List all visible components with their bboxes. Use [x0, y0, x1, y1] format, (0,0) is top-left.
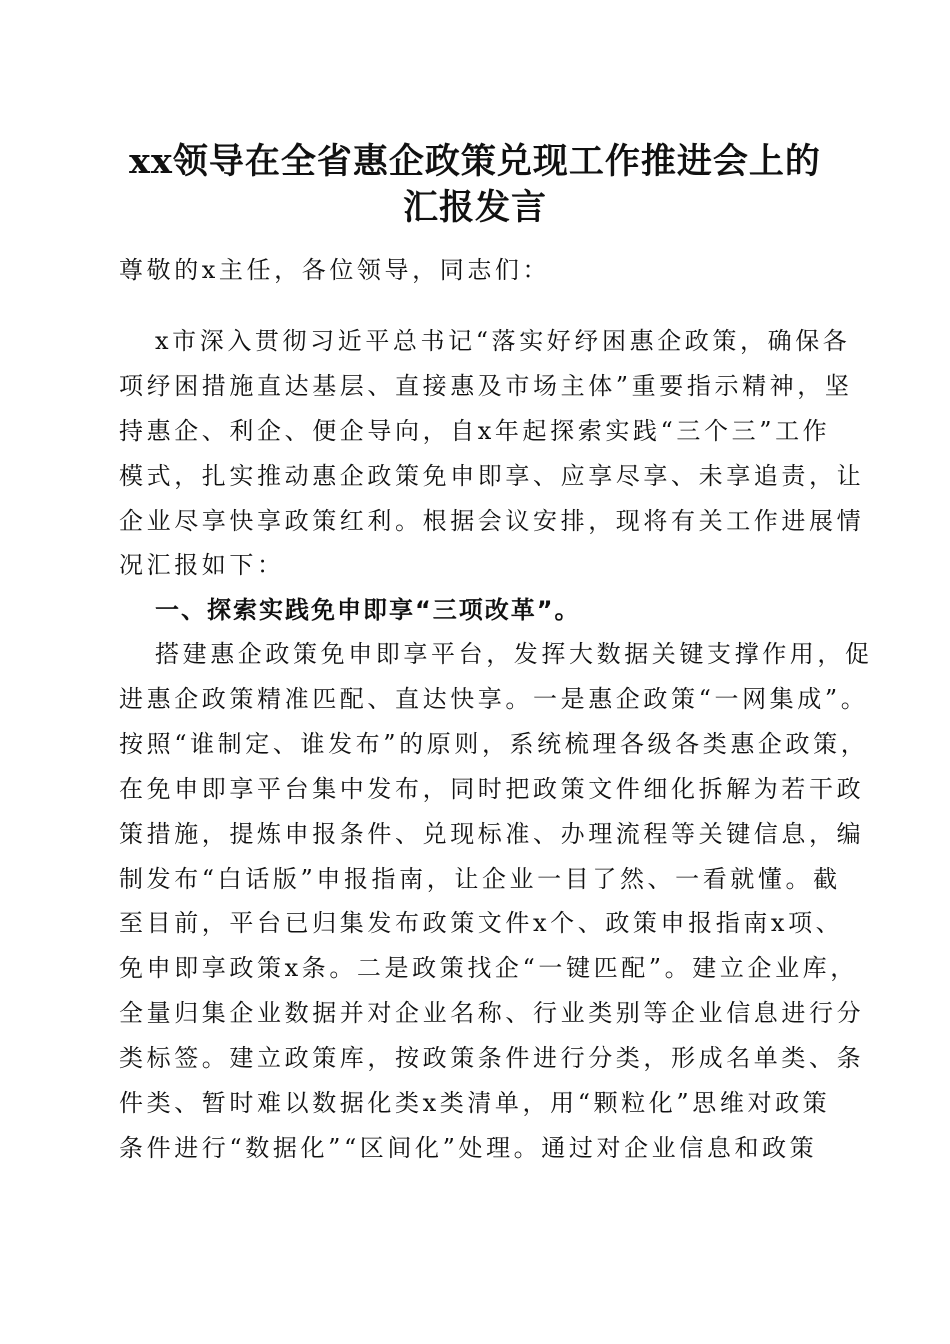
paragraph-line: 模式，扎实推动惠企政策免申即享、应享尽享、未享追责，让 — [119, 462, 865, 490]
salutation: 尊敬的x主任，各位领导，同志们： — [119, 256, 551, 284]
paragraph-line: 在免申即享平台集中发布，同时把政策文件细化拆解为若干政 — [119, 775, 865, 803]
section-heading: 一、探索实践免申即享“三项改革”。 — [155, 596, 581, 624]
paragraph-line: 制发布“白话版”申报指南，让企业一目了然、一看就懂。截 — [119, 865, 841, 893]
paragraph-line: 企业尽享快享政策红利。根据会议安排，现将有关工作进展情 — [119, 507, 865, 535]
document-title-line-2: 汇报发言 — [402, 187, 547, 228]
paragraph-line: 全量归集企业数据并对企业名称、行业类别等企业信息进行分 — [119, 999, 865, 1027]
paragraph-line: 策措施，提炼申报条件、兑现标准、办理流程等关键信息，编 — [119, 820, 865, 848]
paragraph-line: 类标签。建立政策库，按政策条件进行分类，形成名单类、条 — [119, 1044, 865, 1072]
paragraph-line: 持惠企、利企、便企导向，自x年起探索实践“三个三”工作 — [119, 417, 831, 445]
paragraph-line: 至目前，平台已归集发布政策文件x个、政策申报指南x项、 — [119, 909, 844, 937]
paragraph-line: 条件进行“数据化”“区间化”处理。通过对企业信息和政策 — [119, 1134, 818, 1162]
paragraph-line: 免申即享政策x条。二是政策找企“一键匹配”。建立企业库， — [119, 954, 858, 982]
paragraph-line: x市深入贯彻习近平总书记“落实好纾困惠企政策，确保各 — [155, 327, 851, 355]
document-title-line-1: xx领导在全省惠企政策兑现工作推进会上的 — [129, 141, 821, 182]
paragraph-line: 按照“谁制定、谁发布”的原则，系统梳理各级各类惠企政策， — [119, 730, 869, 758]
paragraph-line: 进惠企政策精准匹配、直达快享。一是惠企政策“一网集成”。 — [119, 685, 869, 713]
paragraph-line: 况汇报如下： — [119, 551, 285, 579]
paragraph-line: 搭建惠企政策免申即享平台，发挥大数据关键支撑作用，促 — [155, 640, 873, 668]
paragraph-line: 件类、暂时难以数据化类x类清单，用“颗粒化”思维对政策 — [119, 1089, 831, 1117]
paragraph-line: 项纾困措施直达基层、直接惠及市场主体”重要指示精神，坚 — [119, 372, 853, 400]
